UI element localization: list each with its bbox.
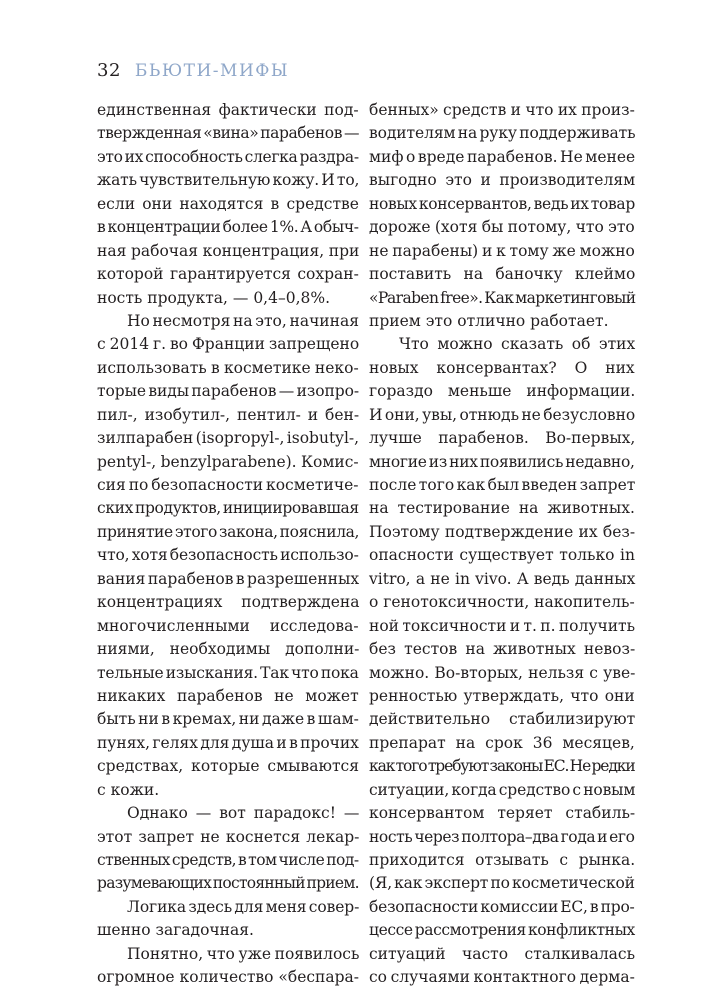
text-line: ренностью утверждать, что они [369, 686, 635, 705]
text-line: шенно загадочная. [97, 921, 254, 940]
text-line: о генотоксичности, накопитель- [369, 593, 635, 612]
text-line: можно. Во-вторых, нельзя с уве- [369, 663, 636, 682]
text-line: многочисленными исследова- [97, 616, 359, 635]
text-line: поставить на баночку клеймо [369, 265, 636, 284]
text-line: в концентрации более 1%. А обыч- [97, 218, 359, 237]
text-line: которой гарантируется сохран- [97, 265, 359, 284]
text-line: миф о вреде парабенов. Не менее [369, 147, 636, 166]
text-line: ниями, необходимы дополни- [97, 640, 360, 659]
text-line: зилпарабен (isopropyl-, isobutyl-, [97, 429, 360, 448]
text-line: торые виды парабенов — изопро- [97, 382, 360, 401]
text-line: ность продукта, — 0,4–0,8%. [97, 288, 331, 307]
text-line: не парабены) и к тому же можно [369, 241, 635, 260]
text-line: ситуации, когда средство с новым [369, 780, 636, 799]
page-number: 32 [97, 60, 121, 81]
text-line: многие из них появились недавно, [369, 452, 635, 471]
text-line: единственная фактически под- [97, 101, 359, 119]
text-line: ственных средств, в том числе под- [97, 851, 359, 869]
text-line: дороже (хотя бы потому, что это [369, 218, 635, 237]
text-line: что, хотя безопасность использо- [97, 546, 359, 565]
text-line: цессе рассмотрения конфликтных [369, 921, 635, 940]
text-line: это их способность слегка раздра- [97, 147, 359, 166]
text-line: тельные изыскания. Так что пока [97, 663, 359, 682]
text-line: быть ни в кремах, ни даже в шам- [97, 710, 359, 729]
text-line: препарат на срок 36 месяцев, [369, 733, 635, 752]
text-line: без тестов на животных невоз- [369, 640, 636, 659]
text-line: на тестирование на животных. [369, 499, 635, 518]
text-line: безопасности комиссии ЕС, в про- [369, 897, 635, 916]
text-line: разумевающих постоянный прием. [97, 874, 359, 893]
text-line: (Я, как эксперт по косметической [369, 874, 635, 893]
paragraph-first-line: Но несмотря на это, начиная [127, 311, 359, 330]
paragraph-first-line: Что можно сказать об этих [399, 335, 636, 354]
text-line: «Paraben free». Как маркетинговый [369, 288, 636, 307]
text-line: действительно стабилизируют [369, 710, 636, 729]
running-head [97, 60, 289, 90]
paragraph-first-line: Однако — вот парадокс! — [127, 804, 360, 823]
left-text-column [97, 99, 359, 990]
text-line: новых консервантах? О них [369, 358, 635, 377]
text-line: vitro, а не in vivo. А ведь данных [369, 569, 636, 588]
text-line: ских продуктов, инициировавшая [97, 499, 359, 518]
text-line: новых консервантов, ведь их товар [369, 194, 635, 213]
text-line: пил-, изобутил-, пентил- и бен- [97, 405, 360, 424]
text-line: этот запрет не коснется лекар- [97, 827, 360, 846]
text-line: как того требуют законы ЕС. Не редки [369, 757, 635, 776]
paragraph-first-line: Понятно, что уже появилось [127, 944, 360, 963]
text-line: выгодно это и производителям [369, 171, 636, 190]
text-line: И они, увы, отнюдь не безусловно [369, 405, 636, 424]
text-line: принятие этого закона, пояснила, [97, 522, 360, 541]
text-line: с кожи. [97, 780, 160, 799]
text-line: Поэтому подтверждение их без- [369, 522, 636, 541]
text-line: ная рабочая концентрация, при [97, 241, 360, 260]
text-line: жать чувствительную кожу. И то, [97, 171, 360, 190]
text-line: бенных» средств и что их произ- [369, 101, 635, 119]
text-line: лучше парабенов. Во-первых, [369, 429, 636, 448]
text-line: использовать в косметике неко- [97, 358, 359, 377]
section-title: БЬЮТИ-МИФЫ [134, 61, 290, 81]
text-line: концентрациях подтверждена [97, 593, 360, 612]
text-line: никаких парабенов не может [97, 686, 359, 705]
text-line: pentyl-, benzylparabene). Комис- [97, 452, 359, 471]
text-line: огромное количество «беспара- [97, 968, 360, 987]
text-line: гораздо меньше информации. [369, 382, 636, 401]
text-line: после того как был введен запрет [369, 476, 636, 494]
text-line: вания парабенов в разрешенных [97, 569, 360, 588]
text-line: пунях, гелях для душа и в прочих [97, 733, 359, 752]
right-text-column [369, 99, 635, 990]
paragraph-first-line: Логика здесь для меня совер- [127, 897, 360, 916]
text-line: ной токсичности и т. п. получить [369, 616, 636, 635]
text-line: со случаями контактного дерма- [369, 968, 635, 987]
text-line: средствах, которые смываются [97, 757, 359, 776]
text-line: ситуаций часто сталкивалась [369, 944, 636, 963]
text-line: водителям на руку поддерживать [369, 124, 636, 143]
text-line: прием это отлично работает. [369, 311, 609, 330]
text-line: с 2014 г. во Франции запрещено [97, 335, 360, 354]
text-line: сия по безопасности косметиче- [97, 476, 359, 494]
text-line: приходится отзывать с рынка. [369, 851, 636, 869]
text-line: если они находятся в средстве [97, 194, 359, 213]
text-line: опасности существует только in [369, 546, 635, 565]
text-line: ность через полтора–два года и его [369, 827, 635, 846]
text-line: консервантом теряет стабиль- [369, 804, 636, 823]
text-line: твержденная «вина» парабенов — [97, 124, 360, 143]
